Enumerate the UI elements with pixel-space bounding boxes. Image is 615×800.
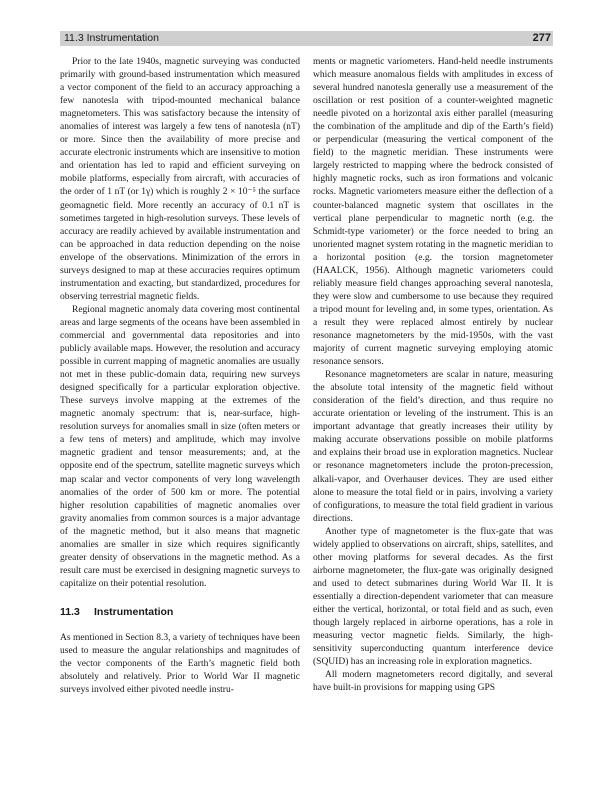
page-number: 277	[532, 32, 551, 44]
section-heading	[60, 605, 300, 619]
running-title: 11.3 Instrumentation	[64, 32, 159, 44]
right-column	[313, 56, 553, 695]
paragraph: Another type of magnetometer is the flux-gate that was widely applied to observations on aircraft, ships, satellites, and other moving platforms for several decades. As the first airborne magnetometer, the flux-gate was originally designed and used to detect submarines during World War II. It is essentially a direction-dependent variometer that can measure either the vertical, horizontal, or total field and as such, even though largely replaced in airborne operations, has a role in measuring vector magnetic fields. Similarly, the high-sensitivity superconducting quantum interference device (SQUID) has an increasing role in exploration magnetics.	[313, 526, 553, 668]
paragraph: Regional magnetic anomaly data covering most continental areas and large segments of the oceans have been assembled in commercial and governmental data repositories and into publicly available maps. However, the resolution and accuracy possible in current mapping of magnetic anomalies are usually not met in these public-domain data, requiring new surveys designed specifically for a particular exploration objective. These surveys involve mapping at the extremes of the magnetic anomaly spectrum: that is, near-surface, high-resolution surveys for anomalies small in size (often meters or a few tens of meters) and amplitude, which may involve magnetic gradient and tensor measurements; and, at the opposite end of the spectrum, satellite magnetic surveys which map scalar and vector components of very long wavelength anomalies of the order of 500 km or more. The potential higher resolution capabilities of magnetic anomalies over gravity anomalies from common sources is a major advantage of the magnetic method, but it also means that magnetic anomalies are smaller in size which requires significantly greater density of observations in the magnetic method. As a result care must be exercised in designing magnetic surveys to capitalize on their potential resolution.	[60, 304, 300, 589]
section-title: Instrumentation	[94, 605, 174, 618]
paragraph: Resonance magnetometers are scalar in nature, measuring the absolute total intensity of the magnetic field without consideration of the field’s direction, and thus require no accurate orientation or leveling of the instrument. This is an important advantage that greatly increases their utility by making accurate observations possible on mobile platforms and explains their broad use in exploration magnetics. Nuclear or resonance magnetometers include the proton-precession, alkali-vapor, and Overhauser devices. They are used either alone to measure the total field or in pairs, involving a variety of configurations, to measure the total field gradient in various directions.	[313, 370, 553, 524]
paragraph: As mentioned in Section 8.3, a variety of techniques have been used to measure the angular relationships and magnitudes of the vector components of the Earth’s magnetic field both absolutely and relatively. Prior to World War II magnetic surveys involved either pivoted needle instru-	[60, 632, 300, 696]
paragraph: All modern magnetometers record digitally, and several have built-in provisions for mapping using GPS	[313, 670, 553, 694]
section-number: 11.3	[60, 605, 80, 618]
paragraph: ments or magnetic variometers. Hand-held needle instruments which measure anomalous fields with amplitudes in excess of several hundred nanotesla generally use a measurement of the oscillation or rest position of a counter-weighted magnetic needle pivoted on a horizontal axis either parallel (measuring the combination of the amplitude and dip of the Earth’s field) or perpendicular (measuring the vertical component of the field) to the magnetic meridian. These instruments were largely restricted to mapping where the bedrock consisted of highly magnetic rocks, such as iron formations and volcanic rocks. Magnetic variometers measure either the deflection of a counter-balanced magnetic system that oscillates in the vertical plane perpendicular to magnetic north (e.g. the Schmidt-type variometer) or the force needed to bring an unoriented magnet system rotating in the magnetic meridian to a horizontal position (e.g. the torsion magnetometer (HAALCK, 1956). Although magnetic variometers could reliably measure field changes approaching several nanotesla, they were slow and cumbersome to use because they required a tripod mount for leveling and, in some types, orientation. As a result they were replaced almost entirely by nuclear resonance magnetometers by the mid-1950s, with the vast majority of current magnetic surveying employing atomic resonance sensors.	[313, 57, 553, 368]
left-column	[60, 56, 300, 697]
paragraph: Prior to the late 1940s, magnetic surveying was conducted primarily with ground-based instrumentation which measured a vector component of the field to an accuracy approaching a few nanotesla with tripod-mounted mechanical balance magnetometers. This was satisfactory because the intensity of anomalies of interest was largely a few tens of nanotesla (nT) or more. Since then the availability of more precise and accurate electronic instruments which are insensitive to motion and orientation has led to rapid and efficient surveying on mobile platforms, especially from aircraft, with accuracies of the order of 1 nT (or 1γ) which is roughly 2 × 10⁻⁵ the surface geomagnetic field. More recently an accuracy of 0.1 nT is sometimes targeted in high-resolution surveys. These levels of accuracy are readily achieved by available instrumentation and can be approached in data reduction depending on the noise envelope of the observations. Minimization of the errors in surveys designed to map at these accuracies requires optimum instrumentation and exacting, but standardized, procedures for observing terrestrial magnetic fields.	[60, 57, 300, 302]
